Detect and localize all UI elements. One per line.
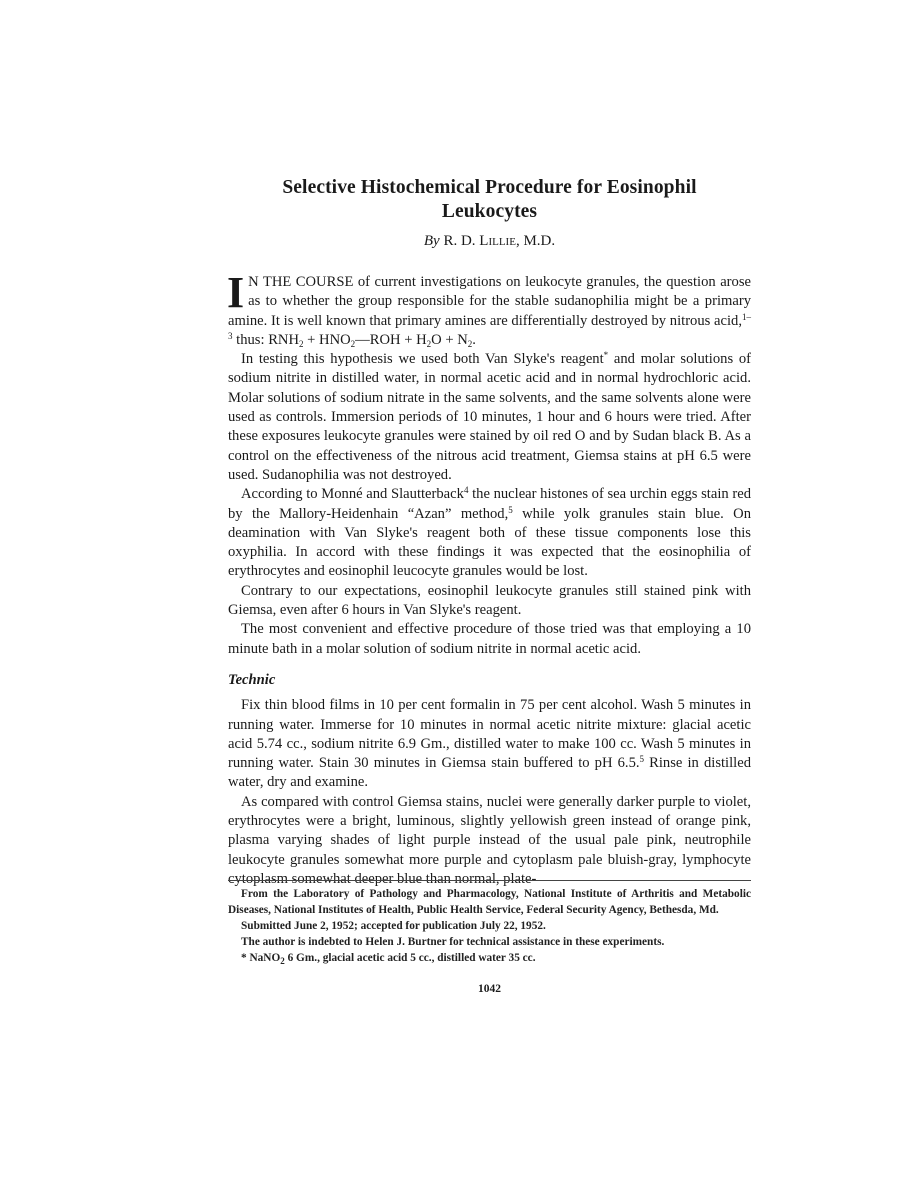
title-line-1: Selective Histochemical Procedure for Eosinophil xyxy=(282,177,697,198)
author-degree: , M.D. xyxy=(515,233,556,249)
equation-subscript: 2 xyxy=(426,338,432,349)
footnotes xyxy=(228,886,751,966)
paragraph-text: thus: xyxy=(232,331,269,348)
footnote-reagent xyxy=(228,950,751,966)
equation-part: RNH xyxy=(268,331,299,348)
footnote-divider xyxy=(228,880,751,881)
paragraph-intro xyxy=(227,268,751,350)
footnote-affiliation: From the Laboratory of Pathology and Pharmacology, National Institute of Arthritis and Metabolic Diseases, National Institutes of Health, Public Health Service, Federal Security Agency, Bethesda, Md. xyxy=(228,888,751,916)
author-name: R. D. Lillie xyxy=(443,233,516,249)
equation-part: . xyxy=(472,331,476,348)
reference-superscript: 5 xyxy=(508,504,513,515)
footnote-acknowledgment: The author is indebted to Helen J. Burtner for technical assistance in these experiments. xyxy=(241,936,665,948)
equation-part: O + N xyxy=(431,331,468,348)
footnote-marker: * xyxy=(241,952,250,964)
equation-subscript: 2 xyxy=(299,338,304,349)
equation-part: + HNO xyxy=(303,331,351,348)
paragraph-text: In testing this hypothesis we used both Van Slyke's reagent xyxy=(241,351,604,368)
byline xyxy=(228,231,751,251)
paragraph-results: As compared with control Giemsa stains, nuclei were generally darker purple to violet, erythrocytes were a bright, luminous, slightly yellowish green instead of orange pink, plasma varying shades of light purple instead of the usual pale pink, neutrophile leukocyte granules somewhat more purple and cytoplasm pale bluish-gray, lymphocyte cytoplasm somewhat deeper blue than normal, plate- xyxy=(228,793,751,887)
paragraph-contrary: Contrary to our expectations, eosinophil leukocyte granules still stained pink with Giemsa, even after 6 hours in Van Slyke's reagent. xyxy=(228,582,751,619)
paragraph-hypothesis xyxy=(228,350,751,485)
byline-prefix: By xyxy=(423,233,440,249)
footnote-text: NaNO xyxy=(249,952,281,964)
equation-part: —ROH + H xyxy=(355,331,427,348)
paragraph-text: Fix thin blood films in 10 per cent formalin in 75 per cent alcohol. Wash 5 minutes in running water. Immerse for 10 minutes in normal acetic nitrite mixture: glacial acetic acid 5.74 cc., sodium nitrite 6.9 Gm., distilled water to make 100 cc. Wash 5 minutes in running water. Stain 30 minutes in Giemsa stain buffered to pH 6.5. xyxy=(228,697,751,772)
paragraph-text: the nuclear histones of sea urchin eggs stain red by the Mallory-Heidenhain “Azan” method, xyxy=(228,486,751,522)
article-body xyxy=(227,268,751,889)
paragraph-text: According to Monné and Slautterback xyxy=(241,486,464,503)
paragraph-procedure: The most convenient and effective procedure of those tried was that employing a 10 minute bath in a molar solution of sodium nitrite in normal acetic acid. xyxy=(228,621,751,657)
lead-in-caps: N THE COURSE xyxy=(248,274,354,290)
reference-superscript: 5 xyxy=(639,754,645,765)
paragraph-technic xyxy=(228,696,751,792)
footnote-marker: * xyxy=(603,350,609,361)
article-title xyxy=(228,176,751,224)
title-line-2: Leukocytes xyxy=(441,201,538,222)
reference-superscript: 4 xyxy=(463,485,469,496)
footnote-text: 6 Gm., glacial acetic acid 5 cc., distilled water 35 cc. xyxy=(284,952,536,964)
reference-superscript: 1–3 xyxy=(228,311,751,341)
chemical-equation xyxy=(268,332,476,348)
footnote-submitted: Submitted June 2, 1952; accepted for publication July 22, 1952. xyxy=(241,920,546,932)
page-number: 1042 xyxy=(478,983,501,995)
paragraph-monne xyxy=(228,485,751,581)
paragraph-text: and molar solutions of sodium nitrite in distilled water, in normal acetic acid and in normal hydrochloric acid. Molar solutions of sodium nitrate in the same solvents, and the same solvents alone were used as controls. Immersion periods of 10 minutes, 1 hour and 6 hours were tried. After these exposures leukocyte granules were stained by oil red O and by Sudan black B. As a control on the effectiveness of the nitrous acid treatment, Giemsa stains at pH 6.5 were used. Sudanophilia was not destroyed. xyxy=(228,351,751,483)
paragraph-text: of current investigations on leukocyte granules, the question arose as to whether the group responsible for the stable sudanophilia might be a primary amine. It is well known that primary amines are differentially destroyed by nitrous acid, xyxy=(228,274,751,329)
drop-cap: I xyxy=(227,268,245,317)
equation-subscript: 2 xyxy=(467,338,473,349)
formula-subscript: 2 xyxy=(280,956,285,966)
paragraph-text: Rinse in distilled water, dry and examine. xyxy=(228,755,751,791)
section-heading-technic: Technic xyxy=(228,671,276,688)
equation-subscript: 2 xyxy=(350,338,356,349)
paragraph-text: while yolk granules stain blue. On deamination with Van Slyke's reagent both of these tissue components lose this oxyphilia. In accord with these findings it was expected that the eosinophilia of erythrocytes and eosinophil leucocyte granules would be lost. xyxy=(228,505,751,580)
